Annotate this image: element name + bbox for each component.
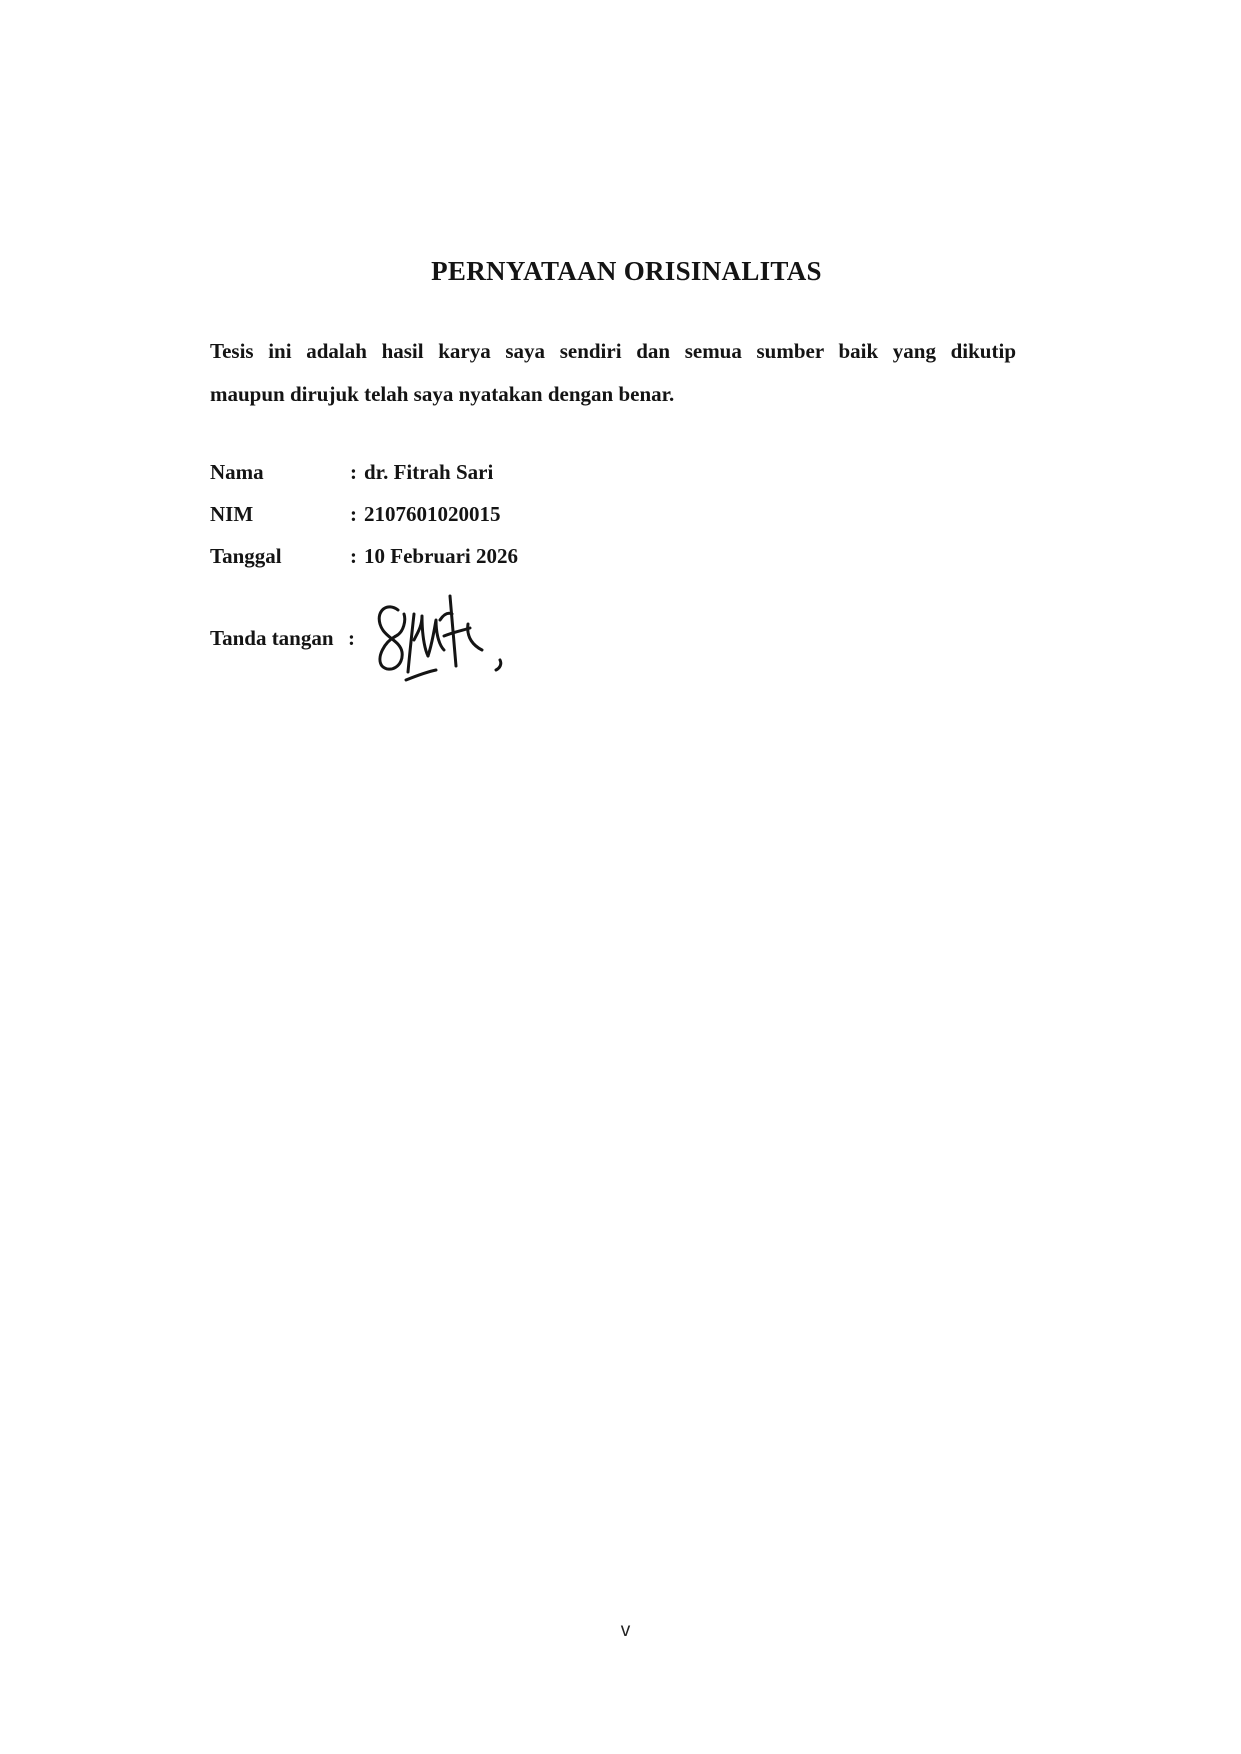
field-separator: : [350, 502, 357, 526]
field-separator: : [348, 626, 355, 650]
field-label-nama: Nama [210, 460, 264, 484]
page-number: v [620, 1620, 631, 1641]
originality-statement [210, 330, 1016, 416]
page-title: PERNYATAAN ORISINALITAS [431, 256, 822, 286]
field-label-tanda-tangan: Tanda tangan [210, 626, 334, 650]
field-value-nama: dr. Fitrah Sari [364, 460, 494, 484]
field-label-nim: NIM [210, 502, 254, 526]
handwritten-signature [370, 580, 520, 690]
field-label-tanggal: Tanggal [210, 544, 282, 568]
statement-line-2: maupun dirujuk telah saya nyatakan dengan benar. [210, 382, 675, 406]
field-value-nim: 2107601020015 [364, 502, 501, 526]
field-separator: : [350, 460, 357, 484]
field-separator: : [350, 544, 357, 568]
field-value-tanggal: 10 Februari 2026 [364, 544, 518, 568]
statement-line-1: Tesis ini adalah hasil karya saya sendiri dan semua sumber baik yang dikutip [210, 339, 1016, 363]
